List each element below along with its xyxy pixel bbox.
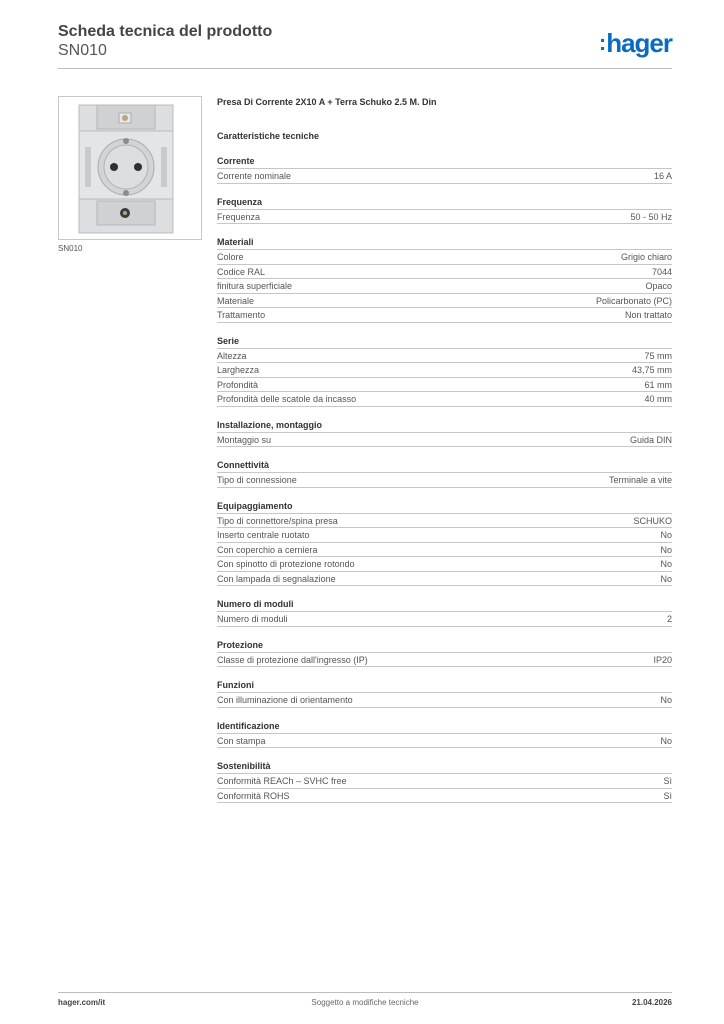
spec-row — [217, 210, 672, 225]
spec-label: Profondità — [217, 379, 259, 390]
section-title: Materiali — [217, 236, 672, 250]
spec-value: 75 mm — [644, 350, 672, 361]
page-title: Scheda tecnica del prodotto — [58, 23, 273, 40]
spec-label: Larghezza — [217, 365, 260, 375]
spec-row — [217, 693, 672, 708]
hager-logo: :hager — [598, 28, 672, 58]
spec-value: No — [660, 695, 672, 705]
spec-label: Codice RAL — [217, 266, 266, 277]
spec-value: IP20 — [653, 654, 672, 665]
spec-value: Sì — [663, 790, 672, 801]
spec-sections — [217, 155, 672, 803]
spec-section — [217, 720, 672, 749]
spec-value: Opaco — [645, 281, 672, 291]
section-title: Connettività — [217, 459, 672, 473]
spec-row — [217, 473, 672, 488]
spec-label: Frequenza — [217, 211, 261, 222]
spec-label: Tipo di connettore/spina presa — [217, 515, 338, 526]
section-title: Equipaggiamento — [217, 500, 672, 514]
spec-label: Con coperchio a cerniera — [217, 544, 318, 555]
spec-row — [217, 433, 672, 448]
section-title: Sostenibilità — [217, 760, 672, 774]
spec-row — [217, 250, 672, 265]
spec-value: No — [660, 544, 672, 555]
spec-label: Conformità ROHS — [217, 790, 290, 801]
section-title: Numero di moduli — [217, 598, 672, 612]
spec-label: finitura superficiale — [217, 281, 293, 291]
product-code: SN010 — [58, 42, 107, 59]
spec-heading: Caratteristiche tecniche — [217, 131, 320, 141]
spec-label: Montaggio su — [217, 434, 272, 445]
spec-value: 43,75 mm — [631, 365, 672, 375]
spec-row — [217, 528, 672, 543]
spec-label: Con spinotto di protezione rotondo — [217, 559, 355, 569]
spec-label: Altezza — [217, 350, 247, 361]
spec-value: No — [660, 735, 672, 746]
spec-value: Sì — [663, 776, 672, 786]
spec-label: Corrente nominale — [217, 171, 292, 181]
section-title: Serie — [217, 335, 672, 349]
spec-value: No — [660, 559, 672, 569]
spec-section — [217, 155, 672, 184]
spec-value: Policarbonato (PC) — [595, 295, 672, 306]
spec-row — [217, 514, 672, 529]
spec-row — [217, 349, 672, 364]
spec-value: 7044 — [651, 266, 672, 277]
spec-value: 50 - 50 Hz — [630, 211, 672, 222]
spec-value: Grigio chiaro — [620, 252, 672, 262]
spec-value: 61 mm — [644, 379, 672, 390]
spec-row — [217, 734, 672, 749]
spec-value: Guida DIN — [629, 434, 672, 445]
spec-label: Inserto centrale ruotato — [217, 530, 310, 540]
page-header — [58, 22, 272, 61]
product-image — [58, 96, 202, 240]
spec-content — [217, 95, 672, 803]
spec-label: Conformità REACh – SVHC free — [217, 776, 347, 786]
spec-label: Materiale — [217, 295, 255, 306]
footer-website[interactable]: hager.com/it — [58, 998, 106, 1007]
spec-value: No — [660, 530, 672, 540]
spec-value: 2 — [666, 614, 672, 624]
spec-label: Con lampada di segnalazione — [217, 573, 336, 584]
spec-row — [217, 543, 672, 558]
spec-value: No — [660, 573, 672, 584]
section-title: Identificazione — [217, 720, 672, 734]
socket-illustration — [59, 97, 201, 239]
spec-section — [217, 236, 672, 323]
spec-row — [217, 363, 672, 378]
spec-section — [217, 639, 672, 668]
spec-value: Non trattato — [624, 310, 672, 320]
section-title: Protezione — [217, 639, 672, 653]
spec-label: Profondità delle scatole da incasso — [217, 394, 357, 404]
footer-divider — [58, 992, 672, 993]
spec-section — [217, 500, 672, 587]
spec-section — [217, 679, 672, 708]
spec-row — [217, 653, 672, 668]
spec-row — [217, 572, 672, 587]
spec-section — [217, 760, 672, 803]
spec-row — [217, 557, 672, 572]
section-title: Frequenza — [217, 196, 672, 210]
spec-section — [217, 598, 672, 627]
spec-label: Tipo di connessione — [217, 475, 297, 485]
spec-value: SCHUKO — [633, 515, 672, 526]
image-caption: SN010 — [58, 244, 83, 253]
product-name: Presa Di Corrente 2X10 A + Terra Schuko 2.5 M. Din — [217, 97, 437, 107]
spec-row — [217, 392, 672, 407]
spec-label: Colore — [217, 252, 244, 262]
spec-row — [217, 265, 672, 280]
section-title: Installazione, montaggio — [217, 419, 672, 433]
spec-label: Numero di moduli — [217, 614, 288, 624]
spec-section — [217, 459, 672, 488]
spec-label: Con stampa — [217, 735, 266, 746]
spec-row — [217, 612, 672, 627]
spec-value: 40 mm — [644, 394, 672, 404]
spec-row — [217, 169, 672, 184]
spec-label: Classe di protezione dall'ingresso (IP) — [217, 654, 368, 665]
spec-row — [217, 774, 672, 789]
spec-label: Con illuminazione di orientamento — [217, 695, 353, 705]
spec-section — [217, 335, 672, 407]
footer-note: Soggetto a modifiche tecniche — [311, 998, 419, 1007]
spec-row — [217, 789, 672, 804]
spec-row — [217, 378, 672, 393]
header-divider — [58, 68, 672, 69]
spec-label: Trattamento — [217, 310, 266, 320]
spec-value: 16 A — [653, 171, 672, 181]
spec-row — [217, 279, 672, 294]
spec-row — [217, 294, 672, 309]
spec-section — [217, 419, 672, 448]
spec-value: Terminale a vite — [608, 475, 672, 485]
spec-row — [217, 308, 672, 323]
section-title: Corrente — [217, 155, 672, 169]
section-title: Funzioni — [217, 679, 672, 693]
footer-date: 21.04.2026 — [631, 998, 672, 1007]
spec-section — [217, 196, 672, 225]
